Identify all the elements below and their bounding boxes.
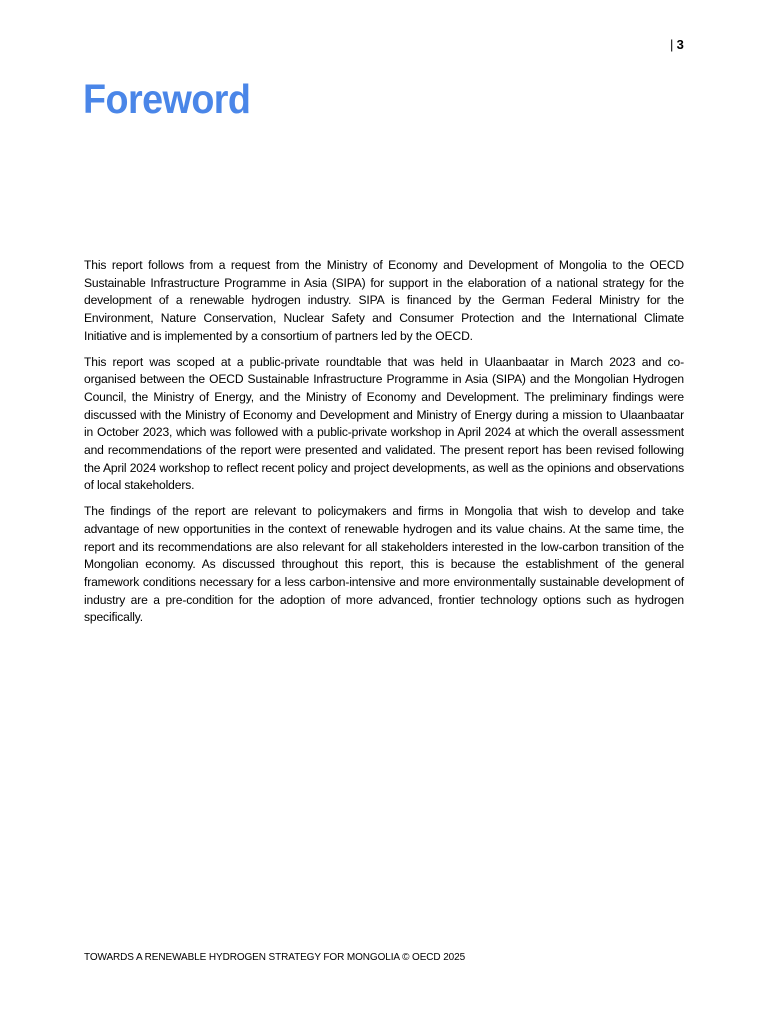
page-number-separator: |	[669, 37, 674, 52]
page-number-value: 3	[676, 37, 684, 52]
page-footer: TOWARDS A RENEWABLE HYDROGEN STRATEGY FOR MONGOLIA © OECD 2025	[84, 952, 466, 963]
paragraph-2: This report was scoped at a public-private roundtable that was held in Ulaanbaatar in March 2023 and co-organised between the OECD Sustainable Infrastructure Programme in Asia (SIPA) and the Mongolian Hydrogen Council, the Ministry of Energy, and the Ministry of Economy and Development. The preliminary findings were discussed with the Ministry of Economy and Development and Ministry of Energy during a mission to Ulaanbaatar in October 2023, which was followed with a public-private workshop in April 2024 at which the overall assessment and recommendations of the report were presented and validated. The present report has been revised following the April 2024 workshop to reflect recent policy and project developments, as well as the opinions and observations of local stakeholders.	[84, 354, 684, 493]
page-number	[670, 37, 684, 52]
paragraph-3: The findings of the report are relevant to policymakers and firms in Mongolia that wish to develop and take advantage of new opportunities in the context of renewable hydrogen and its value chains. At the same time, the report and its recommendations are also relevant for all stakeholders interested in the low-carbon transition of the Mongolian economy. As discussed throughout this report, this is because the establishment of the general framework conditions necessary for a less carbon-intensive and more environmentally sustainable development of industry are a pre-condition for the adoption of more advanced, frontier technology options such as hydrogen specifically.	[84, 504, 684, 625]
paragraph-1: This report follows from a request from the Ministry of Economy and Development of Mongolia to the OECD Sustainable Infrastructure Programme in Asia (SIPA) for support in the elaboration of a national strategy for the development of a renewable hydrogen industry. SIPA is financed by the German Federal Ministry for the Environment, Nature Conservation, Nuclear Safety and Consumer Protection and the International Climate Initiative and is implemented by a consortium of partners led by the OECD.	[84, 258, 684, 343]
foreword-body	[84, 257, 684, 635]
page-title: Foreword	[83, 76, 251, 122]
